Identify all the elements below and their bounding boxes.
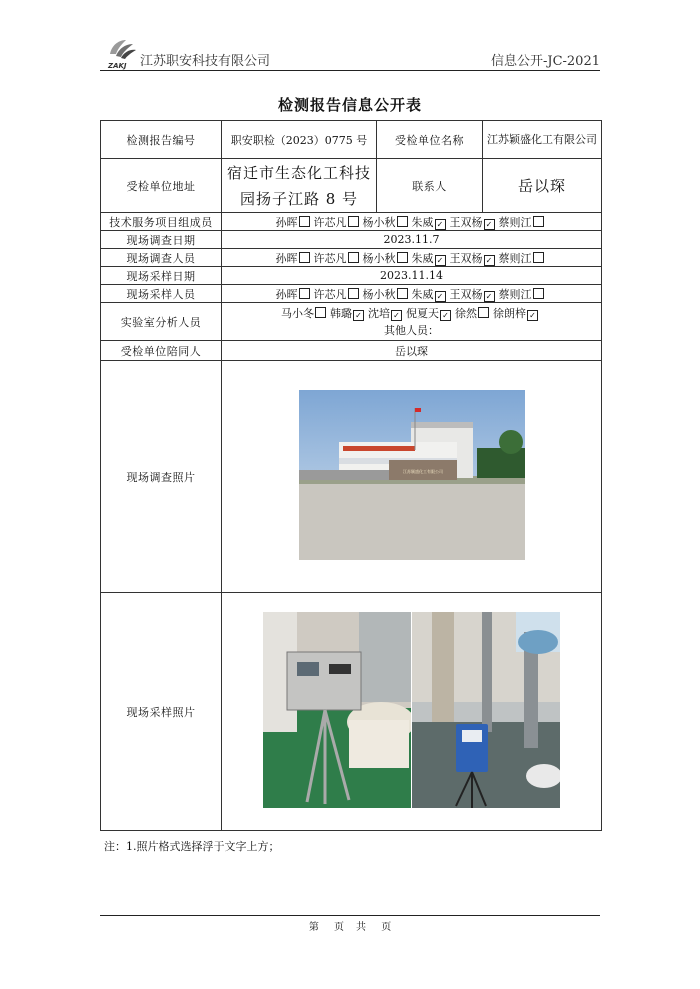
footer-gong: 共 (356, 922, 366, 933)
person-entry (314, 216, 363, 229)
companion-label: 受检单位陪同人 (101, 341, 222, 361)
sampling-date-label: 现场采样日期 (101, 267, 222, 285)
person-entry (412, 288, 450, 301)
header-divider (100, 70, 600, 71)
address-label: 受检单位地址 (101, 159, 222, 213)
person-name: 马小冬 (281, 306, 314, 320)
checked-box-icon[interactable]: ✓ (435, 219, 446, 230)
footnote: 注：1.照片格式选择浮于文字上方； (104, 840, 280, 853)
survey-photo-cell (222, 361, 602, 593)
person-entry (368, 307, 406, 320)
person-entry (493, 307, 542, 320)
checked-box-icon[interactable]: ✓ (484, 255, 495, 266)
team-label: 技术服务项目组成员 (101, 213, 222, 231)
surveyors-members (222, 249, 602, 267)
person-entry (406, 307, 455, 320)
sampling-photo-right (412, 612, 560, 808)
samplers-members (222, 285, 602, 303)
person-name: 许芯凡 (313, 287, 347, 301)
document-code: 信息公开-JC-2021 (490, 54, 600, 69)
survey-photo (299, 390, 525, 560)
checked-box-icon[interactable]: ✓ (527, 310, 538, 321)
unchecked-box-icon[interactable] (533, 252, 544, 263)
air-sampler-image-1 (263, 612, 411, 808)
svg-text:江苏颖盛化工有限公司: 江苏颖盛化工有限公司 (402, 469, 443, 474)
footer-divider (100, 915, 600, 916)
person-name: 王双杨 (449, 287, 483, 301)
report-table (100, 120, 602, 831)
table-row (101, 341, 602, 361)
table-row (101, 361, 602, 593)
person-entry (276, 252, 314, 265)
sampling-photo-cell (222, 593, 602, 831)
checked-box-icon[interactable]: ✓ (440, 310, 451, 321)
person-name: 朱威 (411, 251, 434, 265)
unchecked-box-icon[interactable] (533, 216, 544, 227)
person-name: 蔡则江 (498, 251, 532, 265)
unchecked-box-icon[interactable] (397, 216, 408, 227)
table-row (101, 159, 602, 213)
person-entry (281, 307, 330, 320)
unchecked-box-icon[interactable] (533, 288, 544, 299)
report-no-value: 职安职检（2023）0775 号 (222, 121, 377, 159)
table-row (101, 231, 602, 249)
checked-box-icon[interactable]: ✓ (391, 310, 402, 321)
survey-photo-label: 现场调查照片 (101, 361, 222, 593)
team-members (222, 213, 602, 231)
page-footer (0, 918, 700, 933)
samplers-label: 现场采样人员 (101, 285, 222, 303)
checked-box-icon[interactable]: ✓ (435, 291, 446, 302)
survey-date-label: 现场调查日期 (101, 231, 222, 249)
inspected-unit-label: 受检单位名称 (377, 121, 483, 159)
unchecked-box-icon[interactable] (299, 252, 310, 263)
person-name: 徐然 (455, 306, 477, 320)
footer-ye2: 页 (381, 922, 392, 933)
person-name: 王双杨 (449, 251, 483, 265)
person-entry (363, 216, 412, 229)
person-name: 沈培 (368, 306, 390, 320)
person-entry (276, 288, 314, 301)
person-entry (412, 216, 450, 229)
person-entry (363, 288, 412, 301)
person-name: 杨小秋 (362, 215, 396, 229)
unchecked-box-icon[interactable] (299, 216, 310, 227)
person-name: 杨小秋 (362, 287, 396, 301)
lab-others: 其他人员： (384, 323, 439, 337)
person-name: 杨小秋 (362, 251, 396, 265)
page-title: 检测报告信息公开表 (277, 96, 422, 114)
checked-box-icon[interactable]: ✓ (435, 255, 446, 266)
person-entry (450, 216, 499, 229)
person-name: 许芯凡 (313, 251, 347, 265)
sampling-date-value: 2023.11.14 (222, 267, 602, 285)
unchecked-box-icon[interactable] (299, 288, 310, 299)
person-entry (363, 252, 412, 265)
table-row (101, 303, 602, 341)
table-row (101, 213, 602, 231)
companion-value: 岳以琛 (222, 341, 602, 361)
company-logo-icon (104, 36, 138, 70)
table-row (101, 285, 602, 303)
person-name: 孙晖 (275, 215, 298, 229)
unchecked-box-icon[interactable] (348, 252, 359, 263)
person-name: 朱威 (411, 287, 434, 301)
unchecked-box-icon[interactable] (348, 216, 359, 227)
person-entry (455, 307, 493, 320)
unchecked-box-icon[interactable] (315, 307, 326, 318)
checked-box-icon[interactable]: ✓ (484, 291, 495, 302)
unchecked-box-icon[interactable] (478, 307, 489, 318)
person-name: 王双杨 (449, 215, 483, 229)
person-entry (450, 252, 499, 265)
person-entry (330, 307, 368, 320)
checked-box-icon[interactable]: ✓ (353, 310, 364, 321)
person-name: 朱威 (411, 215, 434, 229)
factory-gate-image (299, 390, 525, 560)
table-row (101, 267, 602, 285)
sampling-photo-label: 现场采样照片 (101, 593, 222, 831)
person-name: 徐朗梓 (493, 306, 526, 320)
person-entry (499, 216, 548, 229)
person-name: 蔡则江 (498, 215, 532, 229)
person-name: 倪夏天 (406, 306, 439, 320)
person-entry (499, 252, 548, 265)
address-value: 宿迁市生态化工科技园扬子江路 8 号 (222, 159, 377, 213)
lab-members-cell (222, 303, 602, 341)
person-entry (412, 252, 450, 265)
person-name: 韩璐 (330, 306, 352, 320)
lab-label: 实验室分析人员 (101, 303, 222, 341)
company-name: 江苏职安科技有限公司 (140, 54, 271, 69)
person-name: 蔡则江 (498, 287, 532, 301)
survey-date-value: 2023.11.7 (222, 231, 602, 249)
page-header (100, 36, 600, 72)
person-entry (314, 252, 363, 265)
report-no-label: 检测报告编号 (101, 121, 222, 159)
unchecked-box-icon[interactable] (397, 252, 408, 263)
lab-members (226, 305, 597, 322)
person-name: 孙晖 (275, 287, 298, 301)
svg-text:ZAKJ: ZAKJ (108, 62, 127, 70)
inspected-unit-value: 江苏颖盛化工有限公司 (483, 121, 602, 159)
unchecked-box-icon[interactable] (397, 288, 408, 299)
person-entry (314, 288, 363, 301)
table-row (101, 121, 602, 159)
sampling-photo-left (263, 612, 411, 808)
table-row (101, 249, 602, 267)
surveyors-label: 现场调查人员 (101, 249, 222, 267)
person-name: 许芯凡 (313, 215, 347, 229)
person-entry (450, 288, 499, 301)
person-name: 孙晖 (275, 251, 298, 265)
table-row (101, 593, 602, 831)
unchecked-box-icon[interactable] (348, 288, 359, 299)
footer-ye: 页 (334, 922, 344, 933)
contact-label: 联系人 (377, 159, 483, 213)
checked-box-icon[interactable]: ✓ (484, 219, 495, 230)
person-entry (499, 288, 548, 301)
footer-di: 第 (308, 922, 319, 933)
contact-value: 岳以琛 (483, 159, 602, 213)
air-sampler-image-2 (412, 612, 560, 808)
person-entry (276, 216, 314, 229)
